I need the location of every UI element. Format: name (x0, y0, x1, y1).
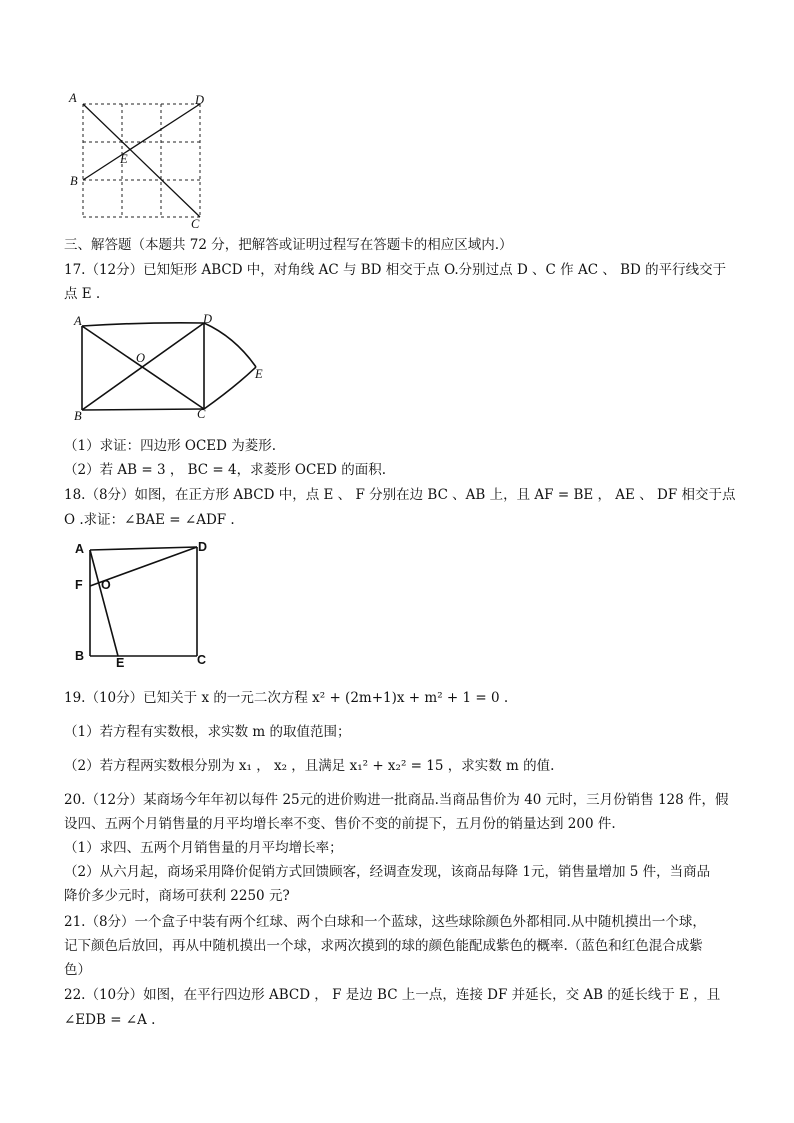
sq-label-f: F (75, 578, 83, 592)
rect-label-d: D (203, 312, 213, 326)
q17-part1: （1）求证：四边形 OCED 为菱形. (64, 438, 277, 454)
rect-label-a: A (74, 314, 82, 328)
q19-part2: （2）若方程两实数根分别为 x₁ ， x₂ ，且满足 x₁² + x₂² = 15 ，求实数 m 的值. (64, 758, 555, 774)
q20-line2: 设四、五两个月销售量的月平均增长率不变、售价不变的前提下，五月份的销量达到 200 件. (64, 816, 616, 832)
q20-line1: 20.（12分）某商场今年年初以每件 25元的进价购进一批商品.当商品售价为 40 元时，三月份销售 128 件，假 (64, 792, 729, 808)
q18-line2: O .求证：∠BAE = ∠ADF . (64, 512, 235, 528)
q17-part2: （2）若 AB = 3 ， BC = 4，求菱形 OCED 的面积. (64, 462, 387, 478)
q19-part1: （1）若方程有实数根，求实数 m 的取值范围； (64, 724, 351, 740)
grid-label-d: D (195, 93, 205, 107)
sq-label-a: A (75, 542, 85, 556)
rect-label-e: E (255, 367, 263, 381)
figure-grid (60, 88, 220, 233)
rectangle-svg (70, 312, 275, 424)
grid-label-c: C (191, 217, 200, 231)
q21-line2: 记下颜色后放回，再从中随机摸出一个球，求两次摸到的球的颜色能配成紫色的概率.（蓝色和红色混合成紫 (64, 938, 703, 954)
rect-label-c: C (197, 407, 206, 421)
q17-line2: 点 E . (64, 286, 101, 302)
q20-part3: 降价多少元时，商场可获利 2250 元? (64, 888, 290, 904)
grid-label-b: B (70, 174, 78, 188)
q21-line3: 色） (64, 962, 91, 978)
grid-label-e: E (120, 152, 128, 166)
sq-label-e: E (116, 656, 125, 670)
q20-part2: （2）从六月起，商场采用降价促销方式回馈顾客，经调查发现，该商品每降 1元，销售量增加 5 件，当商品 (64, 864, 711, 880)
sq-label-b: B (75, 649, 85, 663)
figure-rectangle (70, 312, 275, 424)
section-heading: 三、解答题（本题共 72 分，把解答或证明过程写在答题卡的相应区域内.） (64, 237, 513, 253)
q17-line1: 17.（12分）已知矩形 ABCD 中，对角线 AC 与 BD 相交于点 O.分别过点 D 、C 作 AC 、 BD 的平行线交于 (64, 262, 727, 278)
q19-line1: 19.（10分）已知关于 x 的一元二次方程 x² + (2m+1)x + m² + 1 = 0 . (64, 690, 509, 706)
q22-line2: ∠EDB = ∠A . (64, 1012, 156, 1028)
q18-line1: 18.（8分）如图，在正方形 ABCD 中，点 E 、 F 分别在边 BC 、AB 上，且 AF = BE ， AE 、 DF 相交于点 (64, 487, 736, 503)
q21-line1: 21.（8分）一个盒子中装有两个红球、两个白球和一个蓝球，这些球除颜色外都相同.从中随机摸出一个球， (64, 914, 706, 930)
sq-label-o: O (101, 578, 111, 592)
sq-label-c: C (197, 653, 207, 667)
grid-label-a: A (69, 91, 77, 105)
rect-label-o: O (136, 351, 146, 365)
sq-label-d: D (198, 540, 208, 554)
q22-line1: 22.（10分）如图，在平行四边形 ABCD ， F 是边 BC 上一点，连接 DF 并延长，交 AB 的延长线于 E ，且 (64, 987, 721, 1003)
square-svg (70, 538, 220, 670)
grid-svg (60, 88, 220, 233)
rect-label-b: B (74, 409, 82, 423)
q20-part1: （1）求四、五两个月销售量的月平均增长率； (64, 840, 343, 856)
figure-square (70, 538, 220, 670)
